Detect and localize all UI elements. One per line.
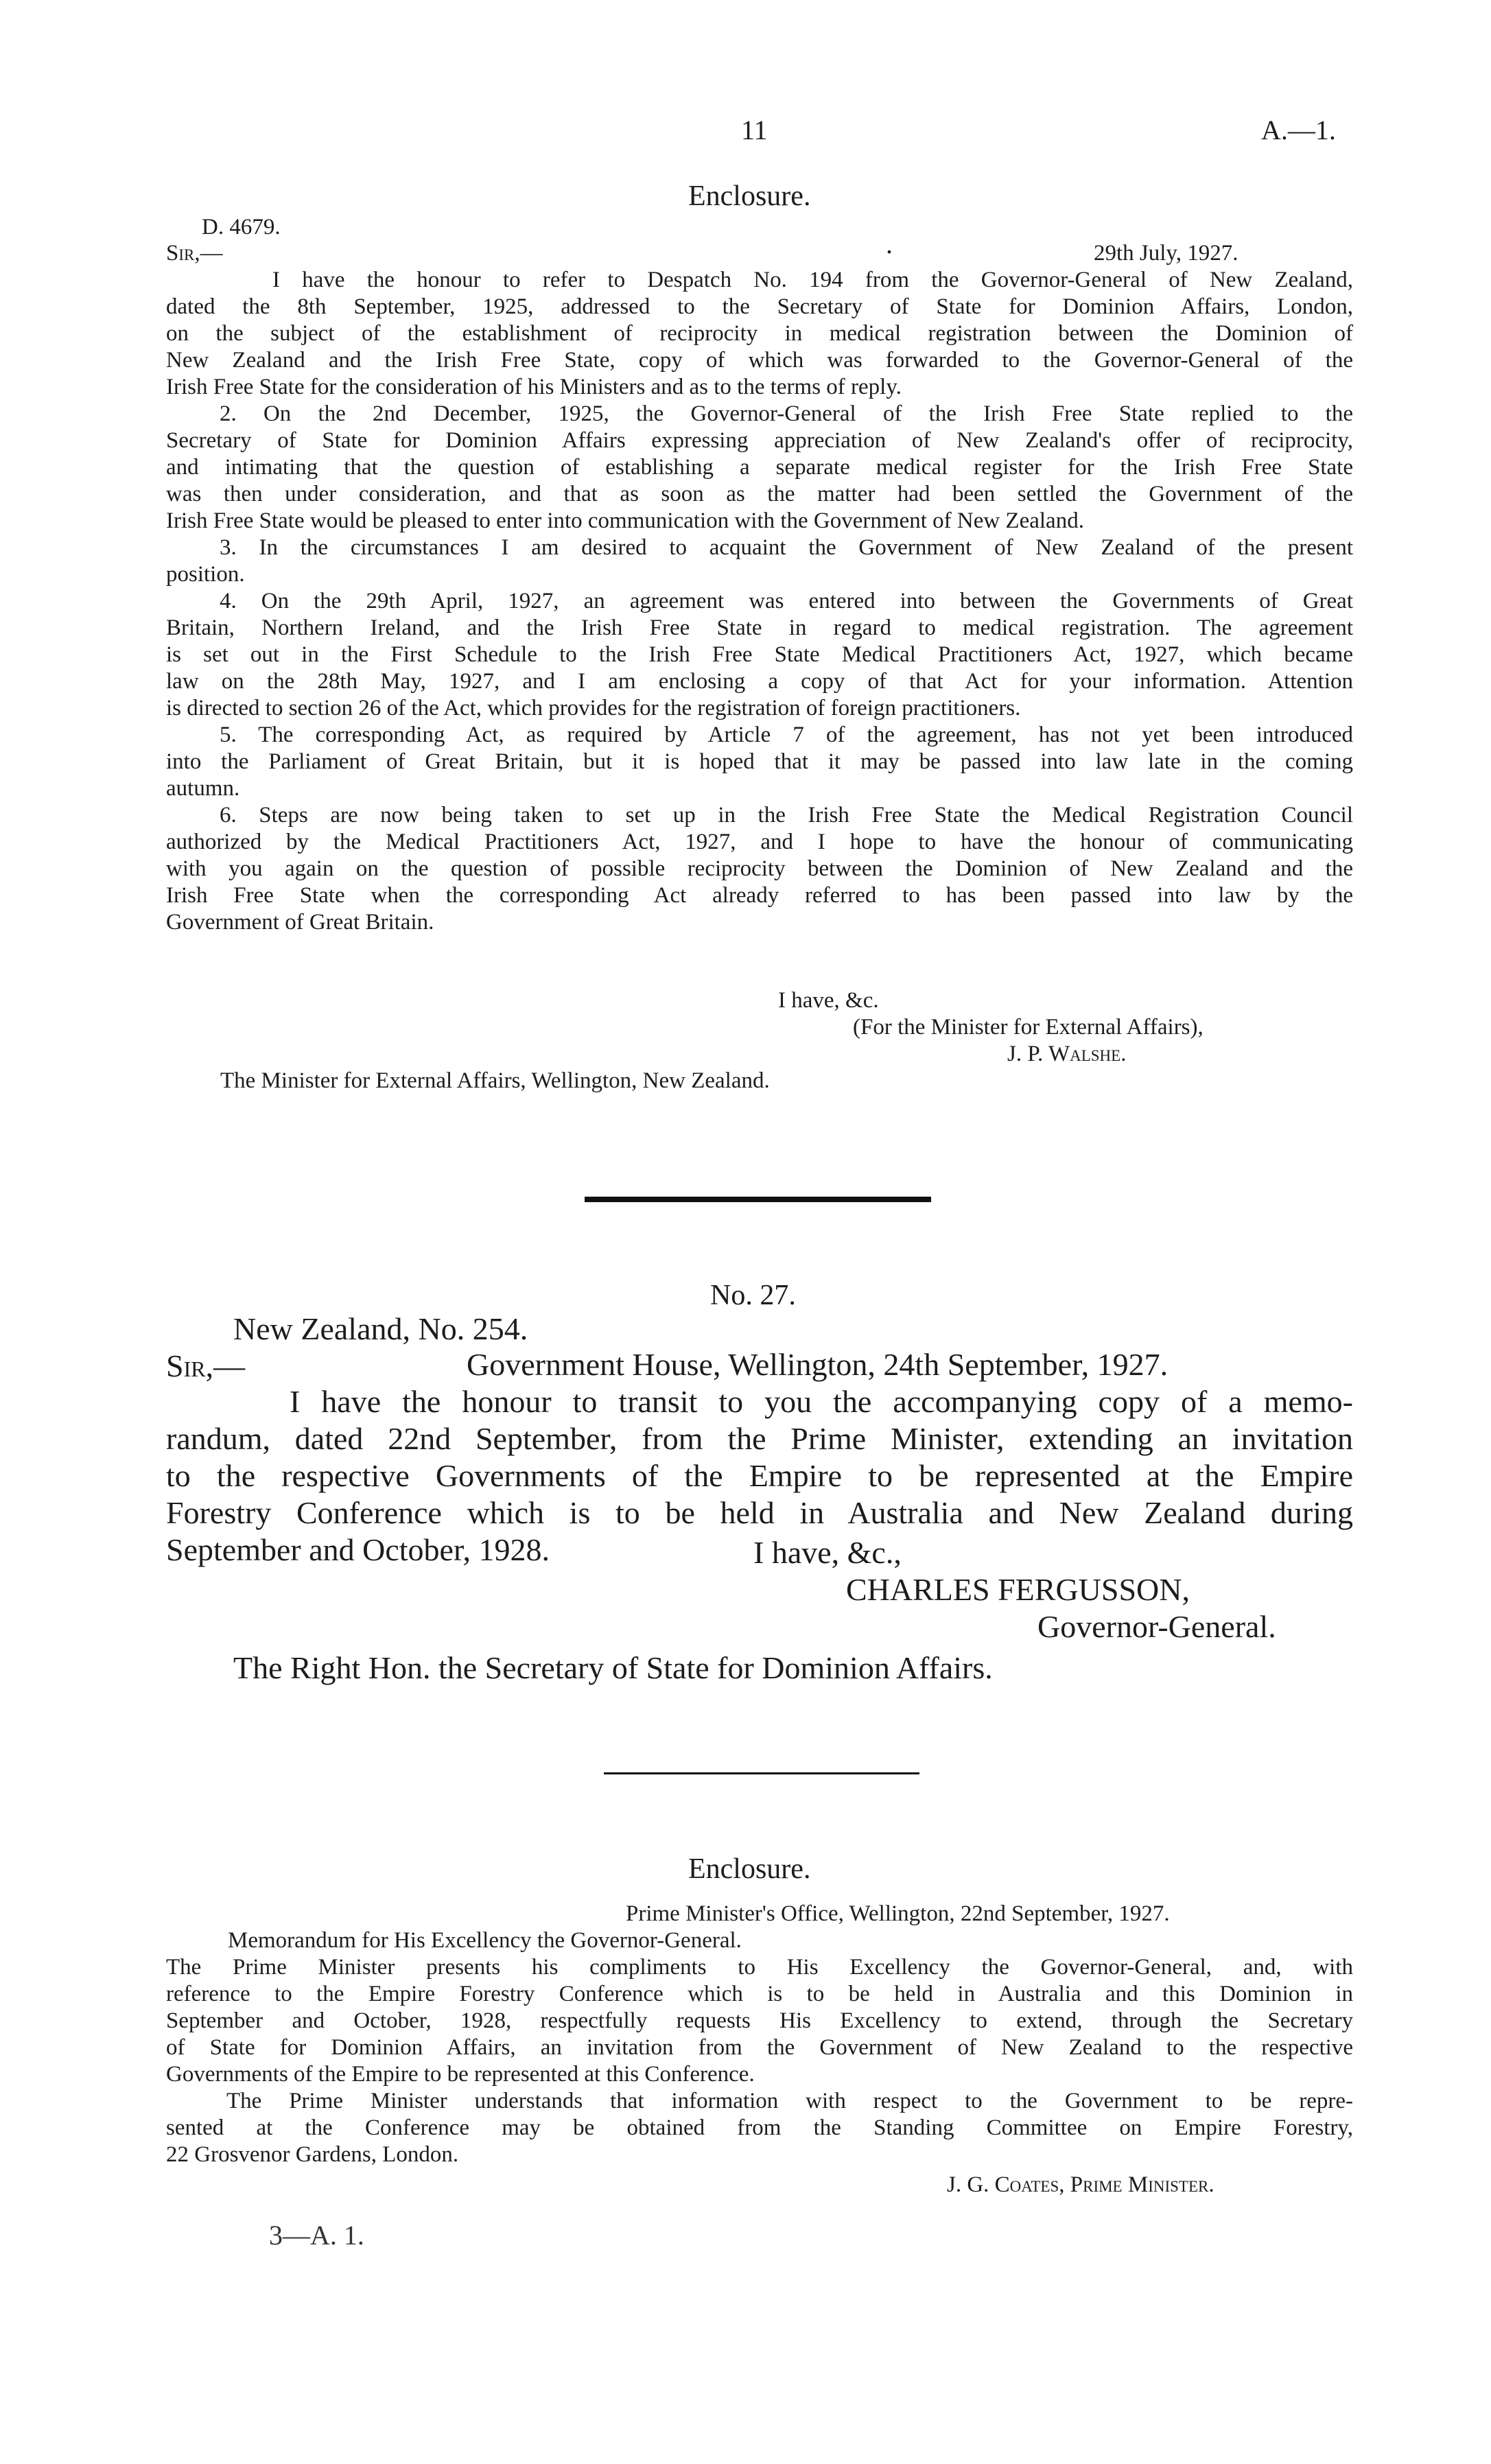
text-line: position.: [166, 562, 245, 587]
section-divider: [604, 1772, 919, 1774]
enclosure-heading: Enclosure.: [688, 1853, 811, 1885]
text-line: 22 Grosvenor Gardens, London.: [166, 2142, 459, 2167]
text-line: I have the honour to transit to you the accompanying copy of a memo-: [290, 1384, 1353, 1419]
closing: I have, &c.: [778, 988, 879, 1013]
text-line: autumn.: [166, 776, 240, 801]
despatch-reference: New Zealand, No. 254.: [233, 1311, 528, 1346]
signatory-name: J. P. Walshe.: [1007, 1042, 1127, 1066]
memo-body: [166, 1954, 1353, 2168]
text-line: sented at the Conference may be obtained from the Standing Committee on Empire Forestry,: [166, 2115, 1353, 2140]
text-line: Irish Free State when the corresponding Act already referred to has been passed into law by the: [166, 883, 1353, 908]
text-line: dated the 8th September, 1925, addressed to the Secretary of State for Dominion Affairs, London,: [166, 294, 1353, 319]
memo-title: Memorandum for His Excellency the Governor-General.: [228, 1928, 742, 1953]
letter-body: [166, 267, 1353, 936]
text-line: is directed to section 26 of the Act, which provides for the registration of foreign practitioners.: [166, 696, 1021, 720]
text-line: 6. Steps are now being taken to set up in the Irish Free State the Medical Registration Council: [220, 803, 1353, 828]
text-line: 4. On the 29th April, 1927, an agreement was entered into between the Governments of Great: [220, 589, 1353, 613]
paragraph-1: [166, 267, 1353, 401]
despatch-reference: D. 4679.: [202, 215, 281, 239]
text-line: Secretary of State for Dominion Affairs expressing appreciation of New Zealand's offer of reciprocity,: [166, 428, 1353, 453]
text-line: September and October, 1928, respectfully requests His Excellency to extend, through the Secretary: [166, 2008, 1353, 2033]
text-line: law on the 28th May, 1927, and I am enclosing a copy of that Act for your information. Attention: [166, 669, 1353, 694]
text-line: Britain, Northern Ireland, and the Irish Free State in regard to medical registration. The agreement: [166, 615, 1353, 640]
enclosure-heading: Enclosure.: [688, 180, 811, 212]
closing: I have, &c.,: [753, 1535, 902, 1570]
text-line: authorized by the Medical Practitioners Act, 1927, and I hope to have the honour of communicating: [166, 830, 1353, 854]
signatory-role: (For the Minister for External Affairs),: [853, 1015, 1204, 1040]
text-line: 3. In the circumstances I am desired to acquaint the Government of New Zealand of the present: [220, 535, 1353, 560]
text-line: Irish Free State would be pleased to enter into communication with the Government of New Zealand.: [166, 508, 1084, 533]
text-line: New Zealand and the Irish Free State, copy of which was forwarded to the Governor-General of the: [166, 348, 1353, 373]
paragraph-3: [166, 535, 1353, 588]
paragraph-1: [166, 1954, 1353, 2088]
text-line: on the subject of the establishment of reciprocity in medical registration between the Dominion of: [166, 321, 1353, 346]
salutation: Sir,—: [166, 1348, 246, 1383]
signatory-title: Governor-General.: [1037, 1609, 1276, 1644]
text-line: randum, dated 22nd September, from the Prime Minister, extending an invitation: [166, 1421, 1353, 1456]
place-date: Government House, Wellington, 24th September, 1927.: [467, 1347, 1169, 1382]
text-line: Irish Free State for the consideration of his Ministers and as to the terms of reply.: [166, 375, 902, 399]
paragraph-4: [166, 588, 1353, 722]
despatch-number: No. 27.: [710, 1280, 796, 1311]
text-line: of State for Dominion Affairs, an invitation from the Government of New Zealand to the respective: [166, 2035, 1353, 2060]
text-line: and intimating that the question of establishing a separate medical register for the Irish Free State: [166, 455, 1353, 480]
text-line: Forestry Conference which is to be held in Australia and New Zealand during: [166, 1495, 1353, 1530]
signature-mark: 3—A. 1.: [269, 2220, 364, 2251]
document-reference: A.—1.: [1261, 115, 1336, 145]
paragraph-2: [166, 401, 1353, 535]
paragraph-5: [166, 722, 1353, 802]
paragraph-2: [166, 2088, 1353, 2168]
section-divider: [585, 1197, 931, 1202]
dot-mark: .: [886, 228, 893, 259]
addressee: The Right Hon. the Secretary of State for Dominion Affairs.: [233, 1650, 993, 1685]
salutation: Sir,—: [166, 241, 223, 266]
text-line: was then under consideration, and that as soon as the matter had been settled the Government of the: [166, 482, 1353, 506]
text-line: I have the honour to refer to Despatch No. 194 from the Governor-General of New Zealand,: [272, 268, 1353, 292]
paragraph-6: [166, 802, 1353, 936]
text-line: The Prime Minister presents his compliments to His Excellency the Governor-General, and, with: [166, 1955, 1353, 1980]
text-line: reference to the Empire Forestry Conference which is to be held in Australia and this Dominion in: [166, 1982, 1353, 2006]
addressee: The Minister for External Affairs, Wellington, New Zealand.: [220, 1068, 770, 1093]
text-line: The Prime Minister understands that information with respect to the Government to be repre-: [226, 2089, 1353, 2113]
signature: J. G. Coates, Prime Minister.: [947, 2172, 1214, 2197]
text-line: is set out in the First Schedule to the Irish Free State Medical Practitioners Act, 1927, which became: [166, 642, 1353, 667]
letter-date: 29th July, 1927.: [1094, 241, 1238, 266]
text-line: September and October, 1928.: [166, 1532, 550, 1567]
text-line: to the respective Governments of the Empire to be represented at the Empire: [166, 1458, 1353, 1493]
place-date: Prime Minister's Office, Wellington, 22nd September, 1927.: [626, 1901, 1170, 1926]
text-line: 2. On the 2nd December, 1925, the Governor-General of the Irish Free State replied to the: [220, 401, 1353, 426]
text-line: Government of Great Britain.: [166, 910, 434, 935]
signatory-name: CHARLES FERGUSSON,: [846, 1572, 1190, 1607]
page-number: 11: [741, 115, 768, 145]
text-line: 5. The corresponding Act, as required by Article 7 of the agreement, has not yet been introduced: [220, 723, 1353, 747]
text-line: with you again on the question of possible reciprocity between the Dominion of New Zealand and the: [166, 856, 1353, 881]
text-line: into the Parliament of Great Britain, but it is hoped that it may be passed into law late in the coming: [166, 749, 1353, 774]
text-line: Governments of the Empire to be represented at this Conference.: [166, 2062, 755, 2087]
